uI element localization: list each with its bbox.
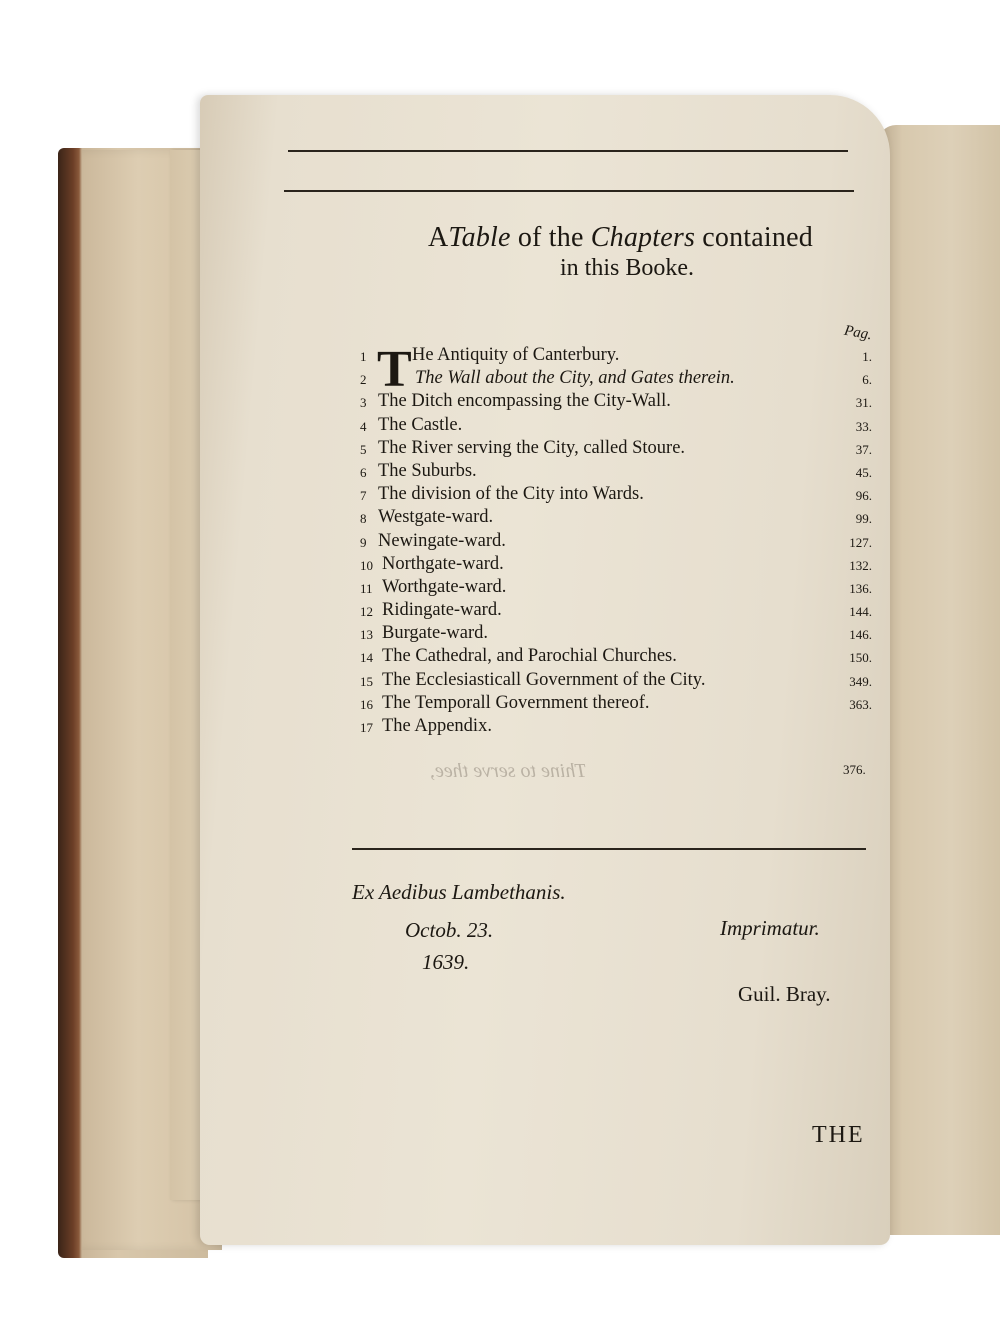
chapter-page: 136.: [849, 580, 872, 596]
chapter-page: 31.: [855, 395, 872, 411]
chapter-page: 99.: [855, 511, 872, 527]
toc-row: [360, 670, 880, 693]
top-rule-1: [288, 150, 848, 152]
toc-row: [360, 600, 880, 623]
page-subtitle: in this Booke.: [560, 255, 695, 281]
toc-row: [360, 646, 880, 669]
chapter-page: 45.: [855, 464, 872, 480]
drop-cap: T: [377, 341, 412, 398]
chapter-number: 4: [360, 418, 367, 434]
title-prefix: A: [428, 222, 449, 253]
chapter-title: Ridingate-ward.: [382, 600, 502, 621]
chapter-number: 2: [360, 372, 367, 388]
chapter-title: The River serving the City, called Stoure.: [378, 437, 686, 458]
chapter-title: Newingate-ward.: [378, 530, 506, 551]
toc-row: [360, 461, 880, 484]
toc-row: [360, 391, 880, 414]
chapter-number: 3: [360, 395, 367, 411]
chapter-number: 17: [360, 720, 373, 735]
chapter-number: 12: [360, 604, 373, 620]
chapter-title: The Temporall Government thereof.: [382, 692, 650, 713]
toc-row: [360, 554, 880, 577]
chapter-page: 33.: [855, 418, 872, 434]
toc-row: [360, 577, 880, 600]
chapter-title: The Suburbs.: [378, 460, 477, 481]
chapter-page: 132.: [849, 557, 872, 573]
toc-row: [360, 507, 880, 530]
imprimatur: Imprimatur.: [720, 916, 820, 940]
bottom-rule: [352, 848, 866, 850]
chapter-number: 7: [360, 488, 367, 504]
toc-row: [360, 368, 880, 391]
page-column-label: Pag.: [842, 322, 874, 344]
facing-page: [878, 125, 1000, 1235]
chapter-page: 144.: [849, 604, 872, 620]
top-rule-2: [284, 190, 854, 192]
chapter-number: 1: [360, 349, 367, 364]
licenser-name: Guil. Bray.: [738, 982, 831, 1006]
title-suffix: contained: [702, 222, 813, 253]
chapter-number: 10: [360, 557, 373, 573]
toc-row: [360, 623, 880, 646]
chapter-title: Burgate-ward.: [382, 623, 488, 644]
chapter-page: 6.: [862, 372, 872, 388]
chapter-page: 37.: [855, 441, 872, 457]
title-chapters: Chapters: [590, 222, 696, 253]
chapter-number: 5: [360, 441, 367, 457]
toc-row: [360, 531, 880, 554]
chapter-title: Westgate-ward.: [378, 507, 494, 528]
chapter-title: The Ditch encompassing the City-Wall.: [378, 391, 671, 412]
chapter-number: 16: [360, 696, 373, 712]
toc-row: [360, 484, 880, 507]
chapter-page: 146.: [849, 627, 872, 643]
table-of-contents: [360, 341, 880, 739]
chapter-number: 8: [360, 511, 367, 527]
page-title: [428, 222, 813, 254]
chapter-page: 150.: [849, 650, 872, 666]
chapter-number: 11: [360, 580, 373, 596]
imprint-place: Ex Aedibus Lambethanis.: [352, 880, 566, 904]
chapter-title: The Cathedral, and Parochial Churches.: [382, 646, 677, 667]
toc-row: [360, 415, 880, 438]
chapter-number: 14: [360, 650, 373, 666]
chapter-number: 9: [360, 534, 367, 550]
chapter-number: 6: [360, 464, 367, 480]
chapter-page: 96.: [855, 488, 872, 504]
chapter-page: 349.: [849, 673, 872, 689]
chapter-page: 127.: [849, 534, 872, 550]
chapter-title: Worthgate-ward.: [382, 576, 507, 597]
imprint-year: 1639.: [422, 950, 470, 974]
chapter-title: The Wall about the City, and Gates therein.: [415, 368, 735, 389]
toc-row: [360, 693, 880, 716]
chapter-title: The Castle.: [378, 414, 463, 435]
toc-row: [360, 345, 880, 368]
chapter-number: 15: [360, 673, 373, 689]
imprint-date: Octob. 23.: [405, 918, 494, 942]
chapter-page: 1.: [862, 349, 872, 364]
chapter-title: The Appendix.: [382, 716, 492, 736]
catchword: THE: [812, 1122, 865, 1148]
title-mid: of the: [517, 222, 584, 253]
show-through-text: Thine to serve thee,: [430, 760, 587, 782]
chapter-title: The Ecclesiasticall Government of the City.: [382, 669, 706, 690]
toc-row: [360, 716, 880, 739]
chapter-title: He Antiquity of Canterbury.: [412, 345, 620, 365]
final-page-number: 376.: [843, 762, 866, 777]
title-table: Table: [448, 222, 511, 253]
chapter-page: 363.: [849, 696, 872, 712]
chapter-title: Northgate-ward.: [382, 553, 504, 574]
chapter-number: 13: [360, 627, 373, 643]
toc-row: [360, 438, 880, 461]
chapter-title: The division of the City into Wards.: [378, 484, 644, 505]
